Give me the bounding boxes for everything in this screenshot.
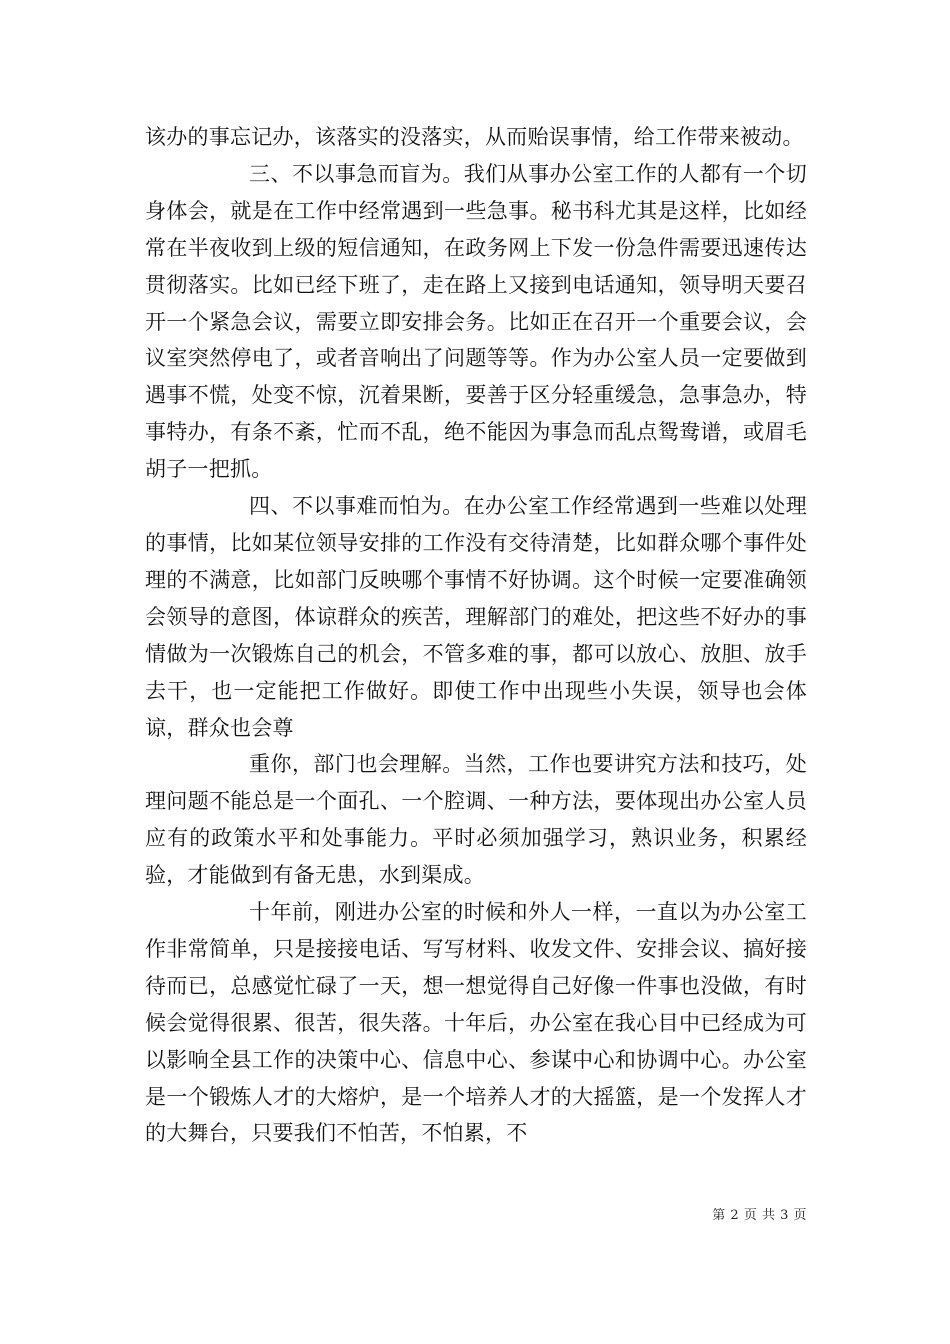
- page-footer: 第 2 页 共 3 页: [712, 1208, 807, 1223]
- paragraph-3: 四、不以事难而怕为。在办公室工作经常遇到一些难以处理的事情，比如某位领导安排的工作没有交待清楚，比如群众哪个事件处理的不满意，比如部门反映哪个事情不好协调。这个时候一定要准确领会领导的意图，体谅群众的疾苦，理解部门的难处，把这些不好办的事情做为一次锻炼自己的机会，不管多难的事，都可以放心、放胆、放手去干，也一定能把工作做好。即使工作中出现些小失误，领导也会体谅，群众也会尊: [145, 494, 807, 740]
- paragraph-2: 三、不以事急而盲为。我们从事办公室工作的人都有一个切身体会，就是在工作中经常遇到一些急事。秘书科尤其是这样，比如经常在半夜收到上级的短信通知，在政务网上下发一份急件需要迅速传达贯彻落实。比如已经下班了，走在路上又接到电话通知，领导明天要召开一个紧急会议，需要立即安排会务。比如正在召开一个重要会议，会议室突然停电了，或者音响出了问题等等。作为办公室人员一定要做到遇事不慌，处变不惊，沉着果断，要善于区分轻重缓急，急事急办，特事特办，有条不紊，忙而不乱，绝不能因为事急而乱点鸳鸯谱，或眉毛胡子一把抓。: [145, 161, 807, 482]
- paragraph-4: 重你，部门也会理解。当然，工作也要讲究方法和技巧，处理问题不能总是一个面孔、一个腔调、一种方法，要体现出办公室人员应有的政策水平和处事能力。平时必须加强学习，熟识业务，积累经验，才能做到有备无患，水到渠成。: [145, 752, 807, 888]
- paragraph-5: 十年前，刚进办公室的时候和外人一样，一直以为办公室工作非常简单，只是接接电话、写写材料、收发文件、安排会议、搞好接待而已，总感觉忙碌了一天，想一想觉得自己好像一件事也没做，有时候会觉得很累、很苦，很失落。十年后，办公室在我心目中已经成为可以影响全县工作的决策中心、信息中心、参谋中心和协调中心。办公室是一个锻炼人才的大熔炉，是一个培养人才的大摇篮，是一个发挥人才的大舞台，只要我们不怕苦，不怕累，不: [145, 900, 807, 1146]
- document-body: [145, 119, 807, 1152]
- paragraph-1: 该办的事忘记办，该落实的没落实，从而贻误事情，给工作带来被动。: [145, 125, 804, 149]
